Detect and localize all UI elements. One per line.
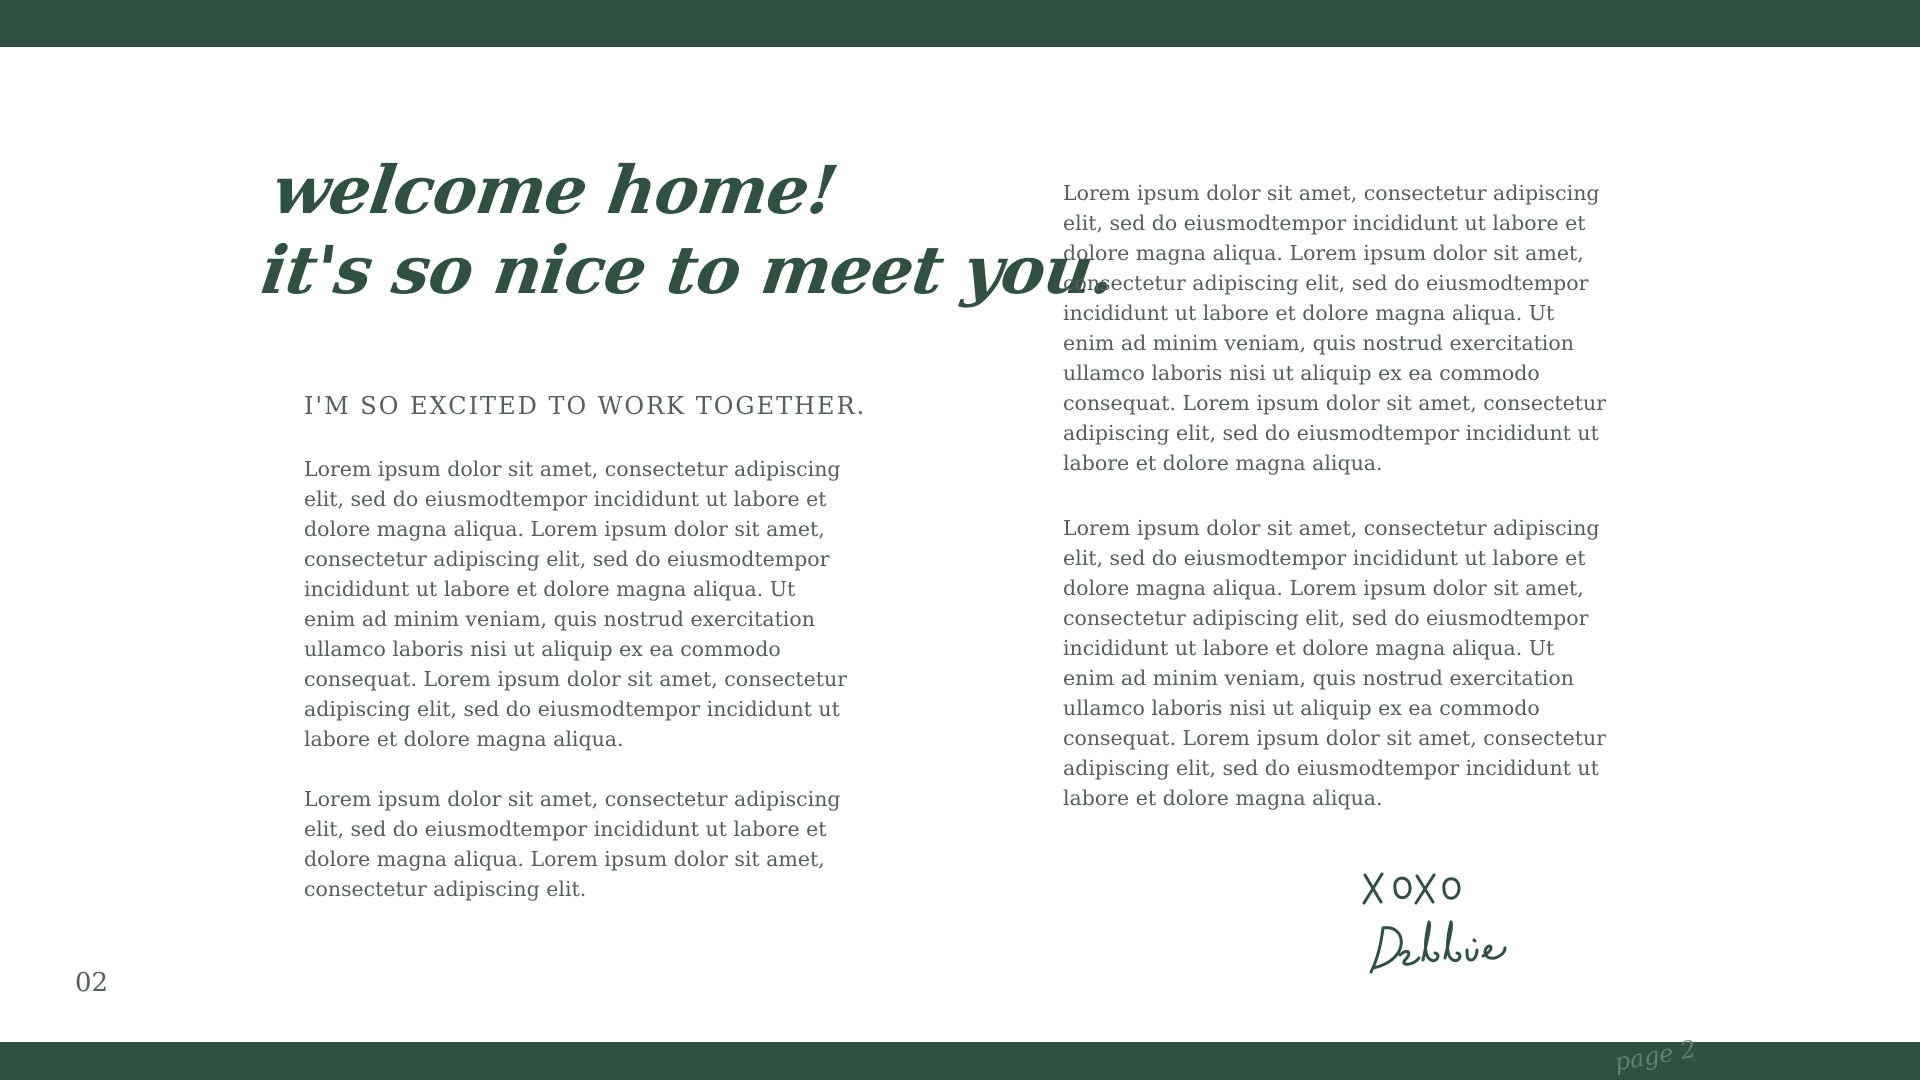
headline <box>256 150 1120 310</box>
top-band <box>0 0 1920 47</box>
headline-line-2: it's so nice to meet you. <box>256 231 1120 309</box>
left-column <box>304 454 852 904</box>
right-paragraph-2: Lorem ipsum dolor sit amet, consectetur adipiscing elit, sed do eiusmodtempor incididunt ut labore et dolore magna aliqua. Lorem ipsum dolor sit amet, consectetur adipiscing elit, sed do eiusmodtempor incididunt ut labore et dolore magna aliqua. Ut enim ad minim veniam, quis nostrud exercitation ullamco laboris nisi ut aliquip ex ea commodo consequat. Lorem ipsum dolor sit amet, consectetur adipiscing elit, sed do eiusmodtempor incididunt ut labore et dolore magna aliqua. <box>1063 516 1607 810</box>
page-number: 02 <box>75 968 109 998</box>
left-paragraph-1: Lorem ipsum dolor sit amet, consectetur adipiscing elit, sed do eiusmodtempor incididunt ut labore et dolore magna aliqua. Lorem ipsum dolor sit amet, consectetur adipiscing elit, sed do eiusmodtempor incididunt ut labore et dolore magna aliqua. Ut enim ad minim veniam, quis nostrud exercitation ullamco laboris nisi ut aliquip ex ea commodo consequat. Lorem ipsum dolor sit amet, consectetur adipiscing elit, sed do eiusmodtempor incididunt ut labore et dolore magna aliqua. <box>304 457 848 751</box>
right-paragraph-1: Lorem ipsum dolor sit amet, consectetur adipiscing elit, sed do eiusmodtempor incididunt ut labore et dolore magna aliqua. Lorem ipsum dolor sit amet, consectetur adipiscing elit, sed do eiusmodtempor incididunt ut labore et dolore magna aliqua. Ut enim ad minim veniam, quis nostrud exercitation ullamco laboris nisi ut aliquip ex ea commodo consequat. Lorem ipsum dolor sit amet, consectetur adipiscing elit, sed do eiusmodtempor incididunt ut labore et dolore magna aliqua. <box>1063 181 1607 475</box>
handwritten-signature <box>1355 860 1535 1000</box>
footer-page-label: page 2 <box>1612 1034 1699 1077</box>
headline-line-1: welcome home! <box>268 151 842 229</box>
left-paragraph-2: Lorem ipsum dolor sit amet, consectetur adipiscing elit, sed do eiusmodtempor incididunt ut labore et dolore magna aliqua. Lorem ipsum dolor sit amet, consectetur adipiscing elit. <box>304 787 841 901</box>
subheading: I'M SO EXCITED TO WORK TOGETHER. <box>304 392 867 420</box>
signature-drawing <box>1355 860 1535 1000</box>
right-column <box>1063 178 1611 813</box>
